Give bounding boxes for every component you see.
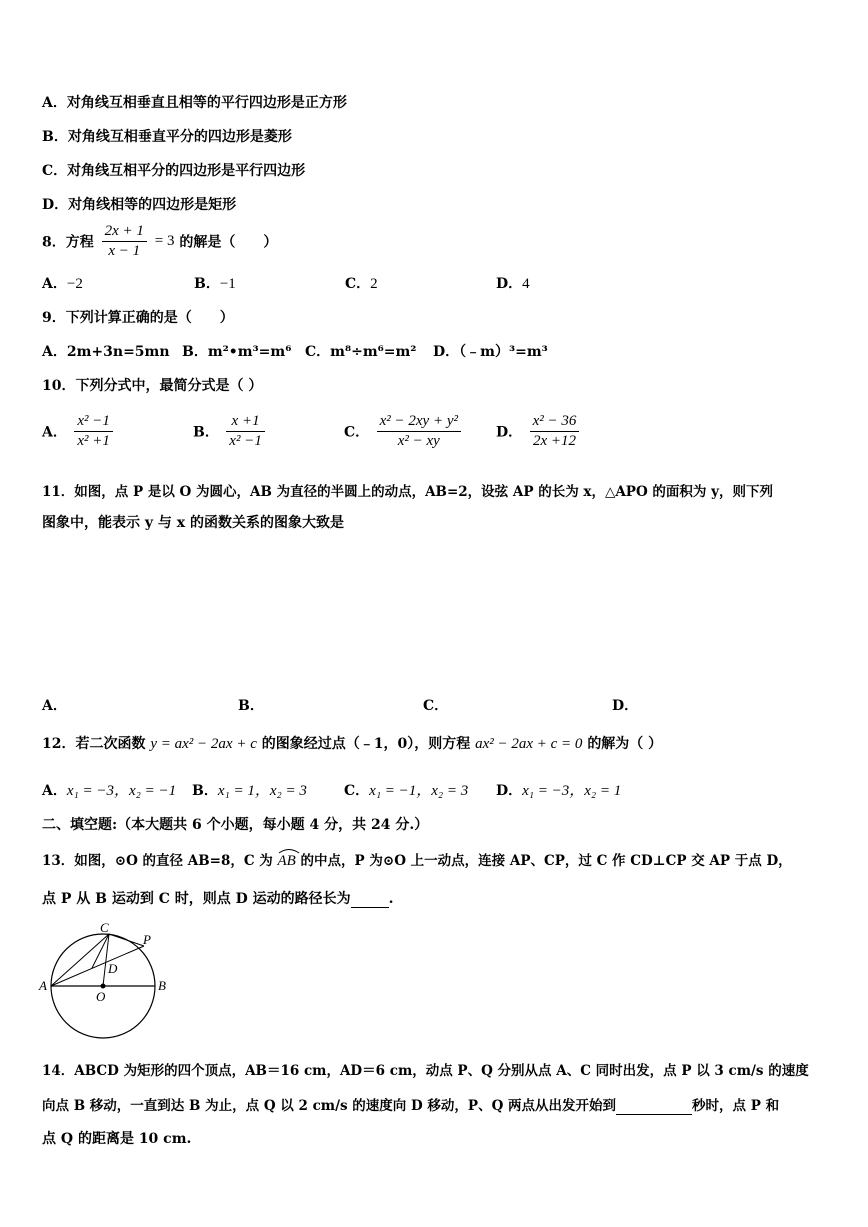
q13-stem-line1 [42,849,792,870]
q12-option-b-value: x₁ = 1，x₂ = 3 [217,783,307,799]
q8-equals: = 3 [154,233,175,249]
q12-option-a [42,779,176,800]
q11-option-d: D． [612,698,639,714]
q7-option-c: C．对角线互相平分的四边形是平行四边形 [42,163,306,179]
q7-option-d: D．对角线相等的四边形是矩形 [42,197,237,213]
label-b: B [158,978,166,993]
q8-prefix: 8．方程 [42,234,94,251]
center-point-o [101,984,106,989]
arc-symbol-icon [278,848,300,854]
q10-option-a [42,412,116,451]
q12-mid: 的图象经过点（﹣1，0），则方程 [261,736,471,752]
q12-option-c [344,779,468,800]
q10-option-d [496,412,582,451]
q11-stem-line1: 11．如图，点 P 是以 O 为圆心，AB 为直径的半圆上的动点，AB=2，设弦 AP 的长为 x，△APO 的面积为 y，则下列 [42,484,773,500]
q10-option-a-denominator: x² +1 [77,433,110,449]
q8-option-a [42,273,83,293]
q12-option-b [192,779,307,800]
q12-option-d [496,779,621,800]
q7-option-b: B．对角线互相垂直平分的四边形是菱形 [42,129,292,145]
q8-option-c-value: 2 [370,276,378,292]
q8-stem [42,222,277,261]
q14-line2-b: 秒时，点 P 和 [692,1098,780,1114]
q10-option-b-denominator: x² −1 [229,433,262,449]
label-d: D [108,961,118,976]
q13-stem-line2 [42,888,394,908]
q10-option-c-label: C． [344,424,370,441]
q11-option-b: B． [238,698,264,714]
q14-stem-line3: 点 Q 的距离是 10 cm. [42,1131,192,1147]
q8-option-c-label: C． [345,276,371,292]
q8-fraction [102,222,147,261]
q10-option-c [344,412,464,451]
q10-option-c-numerator: x² − 2xy + y² [377,412,461,432]
q10-option-d-numerator: x² − 36 [530,412,580,432]
q8-option-d [496,273,530,293]
q8-option-a-value: −2 [66,276,83,292]
label-o: O [96,989,106,1004]
q10-stem: 10．下列分式中，最简分式是（ ） [42,378,263,394]
q12-option-c-label: C． [344,783,370,799]
q10-option-d-label: D． [496,424,523,441]
q10-option-a-numerator: x² −1 [74,412,113,432]
q9-stem: 9．下列计算正确的是（ ） [42,310,234,326]
q13-line1-b: 的中点，P 为⊙O 上一动点，连接 AP、CP，过 C 作 CD⊥CP 交 AP 于点 D， [300,853,792,869]
q13-line2-end: . [388,891,394,907]
q11-option-a: A． [42,698,67,714]
q14-answer-blank [616,1098,692,1115]
q13-arc-label: AB [277,853,296,869]
q10-option-b [193,412,268,451]
q10-option-d-fraction [530,412,580,451]
segment-cp [109,934,144,946]
q12-suffix: 的解为（ ） [587,736,663,752]
q7-option-a: A．对角线互相垂直且相等的平行四边形是正方形 [42,95,347,111]
q12-option-a-value: x₁ = −3，x₂ = −1 [66,783,177,799]
q13-arc [278,853,296,870]
q10-option-c-fraction [377,412,461,451]
q8-option-d-label: D． [496,276,523,292]
q14-line2-a: 向点 B 移动，一直到达 B 为止，点 Q 以 2 cm/s 的速度向 D 移动，P、Q 两点从出发开始到 [42,1098,617,1114]
segment-cd [92,934,109,968]
q8-option-d-value: 4 [522,276,530,292]
q10-option-c-denominator: x² − xy [397,433,440,449]
q8-option-b [194,273,236,293]
section-heading-fill-in: 二、填空题:（本大题共 6 个小题，每小题 4 分，共 24 分.） [42,817,429,833]
q10-option-b-fraction [226,412,265,451]
q8-option-c [345,273,378,293]
q14-stem-line2 [42,1094,779,1115]
q11-option-c: C． [423,698,449,714]
q8-suffix: 的解是（ ） [179,234,278,251]
q12-stem [42,733,662,753]
segment-co [103,934,109,986]
q10-option-b-numerator: x +1 [226,412,265,432]
q12-equation: ax² − 2ax + c = 0 [475,736,583,752]
q10-option-b-label: B． [193,424,219,441]
label-c: C [100,920,109,935]
label-a: A [39,978,47,993]
q10-option-d-denominator: 2x +12 [532,433,576,449]
q12-option-d-value: x₁ = −3，x₂ = 1 [522,783,622,799]
q13-line1-a: 13．如图，⊙O 的直径 AB=8，C 为 [42,853,273,869]
q13-line2: 点 P 从 B 运动到 C 时，则点 D 运动的路径长为 [42,891,351,907]
q8-fraction-denominator: x − 1 [108,243,141,259]
q10-option-a-fraction [74,412,113,451]
q12-prefix: 12．若二次函数 [42,736,146,752]
q14-stem-line1: 14．ABCD 为矩形的四个顶点，AB＝16 cm，AD＝6 cm，动点 P、Q 分别从点 A、C 同时出发，点 P 以 3 cm/s 的速度 [42,1063,809,1079]
q12-option-d-label: D． [496,783,523,799]
q9-option-b: B．m²•m³=m⁶ [182,344,292,360]
q13-answer-blank [351,891,389,908]
q8-option-b-value: −1 [219,276,236,292]
q12-option-a-label: A． [42,783,67,799]
q8-option-a-label: A． [42,276,67,292]
segment-ap [51,946,144,986]
q8-fraction-numerator: 2x + 1 [102,222,147,242]
q10-option-a-label: A． [42,424,67,441]
q9-option-a: A．2m+3n=5mn [42,344,170,360]
q11-stem-line2: 图象中，能表示 y 与 x 的函数关系的图象大致是 [42,515,344,531]
q12-option-b-label: B． [192,783,218,799]
segment-ac [51,934,109,986]
q12-function: y = ax² − 2ax + c [150,736,257,752]
q9-option-d: D．（﹣m）³=m³ [433,344,548,360]
q13-figure [36,920,176,1040]
q9-option-c: C．m⁸÷m⁶=m² [305,344,417,360]
q12-option-c-value: x₁ = −1，x₂ = 3 [369,783,469,799]
q8-option-b-label: B． [194,276,220,292]
label-p: P [143,932,151,947]
